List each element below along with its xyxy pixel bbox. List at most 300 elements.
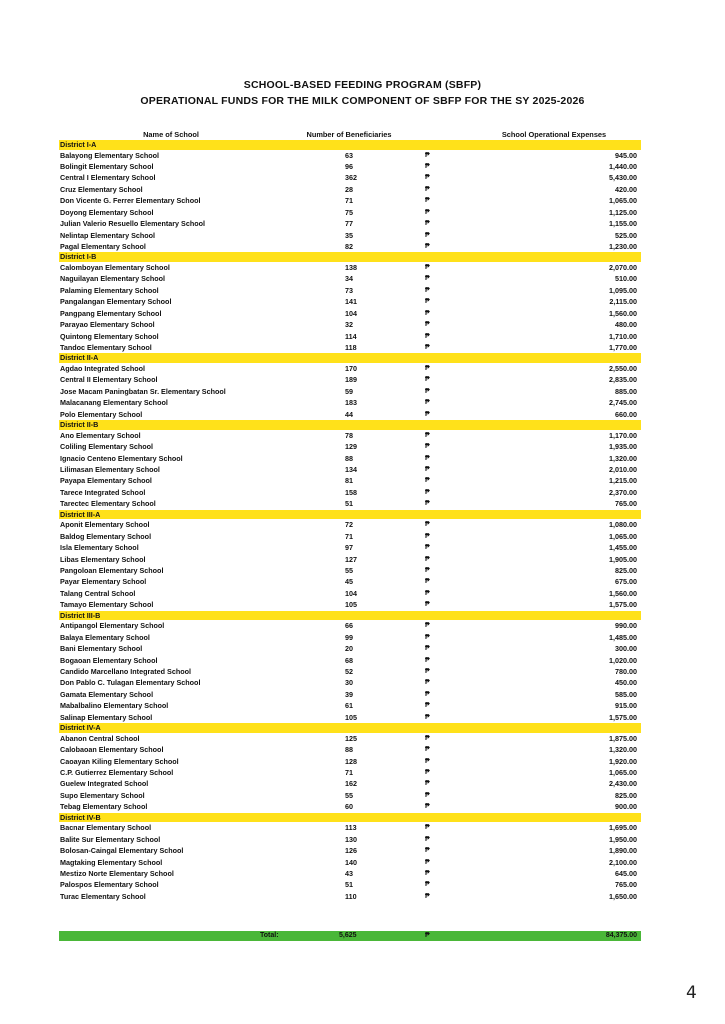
beneficiaries-count: 43 [345, 868, 353, 878]
operational-expense-amount: 1,920.00 [609, 756, 637, 766]
operational-expense-amount: 885.00 [615, 386, 637, 396]
school-name: Payar Elementary School [60, 577, 147, 587]
operational-expense-amount: 1,020.00 [609, 655, 637, 665]
table-row [59, 891, 641, 902]
beneficiaries-count: 105 [345, 600, 357, 610]
beneficiaries-count: 141 [345, 297, 357, 307]
school-name: Guelew Integrated School [60, 779, 149, 789]
currency-symbol: ₱ [425, 835, 430, 843]
beneficiaries-count: 75 [345, 207, 353, 217]
operational-expense-amount: 2,010.00 [609, 464, 637, 474]
beneficiaries-count: 162 [345, 779, 357, 789]
table-row [59, 374, 641, 385]
district-header: District II-B [59, 420, 641, 430]
table-row [59, 207, 641, 218]
table-row [59, 296, 641, 307]
table-row [59, 632, 641, 643]
operational-expense-amount: 900.00 [615, 802, 637, 812]
operational-expense-amount: 765.00 [615, 499, 637, 509]
school-name: Baldog Elementary School [60, 531, 152, 541]
school-name: Lilimasan Elementary School [60, 464, 160, 474]
beneficiaries-count: 73 [345, 285, 353, 295]
beneficiaries-count: 82 [345, 242, 353, 251]
funds-table [59, 129, 641, 902]
beneficiaries-count: 78 [345, 430, 353, 440]
school-name: Mabalbalino Elementary School [60, 701, 169, 711]
beneficiaries-count: 134 [345, 464, 357, 474]
currency-symbol: ₱ [425, 197, 430, 205]
operational-expense-amount: 1,065.00 [609, 531, 637, 541]
table-row [59, 643, 641, 654]
table-row [59, 262, 641, 273]
operational-expense-amount: 780.00 [615, 666, 637, 676]
operational-expense-amount: 990.00 [615, 621, 637, 631]
currency-symbol: ₱ [425, 298, 430, 306]
school-name: Don Vicente G. Ferrer Elementary School [60, 196, 201, 206]
currency-symbol: ₱ [425, 622, 430, 630]
currency-symbol: ₱ [425, 881, 430, 889]
currency-symbol: ₱ [425, 780, 430, 788]
currency-symbol: ₱ [425, 690, 430, 698]
school-name: Tamayo Elementary School [60, 600, 154, 610]
operational-expense-amount: 1,560.00 [609, 308, 637, 318]
table-row [59, 331, 641, 342]
operational-expense-amount: 525.00 [615, 230, 637, 240]
operational-expense-amount: 2,115.00 [609, 297, 637, 307]
table-body [59, 140, 641, 902]
operational-expense-amount: 450.00 [615, 678, 637, 688]
district-header: District IV-A [59, 723, 641, 733]
currency-symbol: ₱ [425, 768, 430, 776]
operational-expense-amount: 915.00 [615, 701, 637, 711]
table-row [59, 554, 641, 565]
total-label: Total: [260, 932, 279, 939]
beneficiaries-count: 44 [345, 409, 353, 419]
operational-expense-amount: 825.00 [615, 565, 637, 575]
table-row [59, 441, 641, 452]
school-name: Aponit Elementary School [60, 520, 150, 530]
currency-symbol: ₱ [425, 185, 430, 193]
school-name: Tandoc Elementary School [60, 343, 152, 352]
table-row [59, 744, 641, 755]
table-row [59, 453, 641, 464]
table-row [59, 822, 641, 833]
operational-expense-amount: 825.00 [615, 790, 637, 800]
beneficiaries-count: 118 [345, 343, 357, 352]
currency-symbol: ₱ [425, 454, 430, 462]
operational-expense-amount: 1,575.00 [609, 600, 637, 610]
beneficiaries-count: 71 [345, 767, 353, 777]
school-name: Balayong Elementary School [60, 150, 160, 160]
currency-symbol: ₱ [425, 309, 430, 317]
school-name: Central I Elementary School [60, 173, 156, 183]
table-row [59, 845, 641, 856]
beneficiaries-count: 158 [345, 487, 357, 497]
school-name: Don Pablo C. Tulagan Elementary School [60, 678, 201, 688]
currency-symbol: ₱ [425, 746, 430, 754]
table-row [59, 879, 641, 890]
beneficiaries-count: 30 [345, 678, 353, 688]
beneficiaries-count: 110 [345, 891, 357, 901]
table-row [59, 218, 641, 229]
table-row [59, 834, 641, 845]
school-name: Antipangol Elementary School [60, 621, 165, 631]
beneficiaries-count: 45 [345, 577, 353, 587]
beneficiaries-count: 32 [345, 320, 353, 330]
district-header: District II-A [59, 353, 641, 363]
table-row [59, 409, 641, 420]
table-row [59, 386, 641, 397]
operational-expense-amount: 1,875.00 [609, 733, 637, 743]
operational-expense-amount: 1,485.00 [609, 632, 637, 642]
currency-symbol: ₱ [425, 544, 430, 552]
school-name: Malacanang Elementary School [60, 398, 168, 408]
table-row [59, 778, 641, 789]
beneficiaries-count: 104 [345, 588, 357, 598]
beneficiaries-count: 130 [345, 834, 357, 844]
beneficiaries-count: 71 [345, 531, 353, 541]
district-header: District III-A [59, 510, 641, 520]
currency-symbol: ₱ [425, 645, 430, 653]
currency-symbol: ₱ [425, 231, 430, 239]
beneficiaries-count: 71 [345, 196, 353, 206]
school-name: Polo Elementary School [60, 409, 143, 419]
beneficiaries-count: 55 [345, 565, 353, 575]
beneficiaries-count: 113 [345, 823, 357, 833]
operational-expense-amount: 300.00 [615, 644, 637, 654]
beneficiaries-count: 61 [345, 701, 353, 711]
operational-expense-amount: 1,560.00 [609, 588, 637, 598]
table-row [59, 464, 641, 475]
beneficiaries-count: 81 [345, 476, 353, 486]
currency-symbol: ₱ [425, 321, 430, 329]
currency-symbol: ₱ [425, 702, 430, 710]
document-title: SCHOOL-BASED FEEDING PROGRAM (SBFP) [243, 79, 482, 91]
school-name: Pagal Elementary School [60, 242, 146, 251]
beneficiaries-count: 189 [345, 375, 357, 385]
header-number-of-beneficiaries: Number of Beneficiaries [306, 130, 392, 139]
table-row [59, 666, 641, 677]
school-name: Candido Marcellano Integrated School [60, 666, 191, 676]
school-name: Payapa Elementary School [60, 476, 152, 486]
currency-symbol: ₱ [425, 532, 430, 540]
operational-expense-amount: 5,430.00 [609, 173, 637, 183]
operational-expense-amount: 1,170.00 [609, 430, 637, 440]
school-name: Libas Elementary School [60, 554, 146, 564]
operational-expense-amount: 510.00 [615, 274, 637, 284]
total-amount: 84,375.00 [605, 932, 637, 939]
table-row [59, 363, 641, 374]
operational-expense-amount: 1,095.00 [609, 285, 637, 295]
school-name: Bolosan-Caingal Elementary School [60, 846, 184, 856]
currency-symbol: ₱ [425, 521, 430, 529]
beneficiaries-count: 63 [345, 150, 353, 160]
beneficiaries-count: 170 [345, 363, 357, 373]
operational-expense-amount: 645.00 [615, 868, 637, 878]
table-row [59, 319, 641, 330]
table-row [59, 285, 641, 296]
school-name: Pangalangan Elementary School [60, 297, 172, 307]
currency-symbol: ₱ [425, 263, 430, 271]
currency-symbol: ₱ [425, 578, 430, 586]
table-row [59, 230, 641, 241]
table-row [59, 599, 641, 610]
school-name: Gamata Elementary School [60, 689, 154, 699]
school-name: Parayao Elementary School [60, 320, 155, 330]
school-name: Nelintap Elementary School [60, 230, 156, 240]
beneficiaries-count: 51 [345, 499, 353, 509]
currency-symbol: ₱ [425, 824, 430, 832]
table-row [59, 767, 641, 778]
beneficiaries-count: 114 [345, 331, 357, 341]
currency-symbol: ₱ [425, 734, 430, 742]
currency-symbol: ₱ [425, 174, 430, 182]
currency-symbol: ₱ [425, 601, 430, 609]
table-row [59, 868, 641, 879]
currency-symbol: ₱ [425, 243, 430, 250]
table-row [59, 565, 641, 576]
table-row [59, 801, 641, 812]
table-row [59, 756, 641, 767]
operational-expense-amount: 2,070.00 [609, 262, 637, 272]
page-number: 4 [686, 983, 697, 1003]
beneficiaries-count: 88 [345, 453, 353, 463]
beneficiaries-count: 88 [345, 745, 353, 755]
table-header [59, 129, 641, 140]
operational-expense-amount: 1,575.00 [609, 712, 637, 722]
beneficiaries-count: 66 [345, 621, 353, 631]
currency-symbol: ₱ [425, 443, 430, 451]
school-name: Caoayan Kiling Elementary School [60, 756, 179, 766]
beneficiaries-count: 96 [345, 161, 353, 171]
district-header: District I-A [59, 140, 641, 150]
school-name: Magtaking Elementary School [60, 857, 163, 867]
operational-expense-amount: 1,695.00 [609, 823, 637, 833]
table-row [59, 531, 641, 542]
beneficiaries-count: 362 [345, 173, 357, 183]
school-name: Bani Elementary School [60, 644, 143, 654]
school-name: Calobaoan Elementary School [60, 745, 164, 755]
operational-expense-amount: 1,710.00 [609, 331, 637, 341]
beneficiaries-count: 55 [345, 790, 353, 800]
beneficiaries-count: 97 [345, 543, 353, 553]
operational-expense-amount: 1,890.00 [609, 846, 637, 856]
beneficiaries-count: 60 [345, 802, 353, 812]
school-name: Talang Central School [60, 588, 136, 598]
school-name: Palospos Elementary School [60, 880, 159, 890]
operational-expense-amount: 660.00 [615, 409, 637, 419]
district-header: District III-B [59, 611, 641, 621]
operational-expense-amount: 1,440.00 [609, 161, 637, 171]
table-row [59, 576, 641, 587]
operational-expense-amount: 1,215.00 [609, 476, 637, 486]
table-row [59, 430, 641, 441]
operational-expense-amount: 2,370.00 [609, 487, 637, 497]
currency-symbol: ₱ [425, 679, 430, 687]
beneficiaries-count: 28 [345, 184, 353, 194]
school-name: Bacnar Elementary School [60, 823, 152, 833]
beneficiaries-count: 128 [345, 756, 357, 766]
currency-symbol: ₱ [425, 376, 430, 384]
beneficiaries-count: 125 [345, 733, 357, 743]
table-row [59, 498, 641, 509]
beneficiaries-count: 105 [345, 712, 357, 722]
beneficiaries-count: 52 [345, 666, 353, 676]
school-name: Cruz Elementary School [60, 184, 143, 194]
header-name-of-school: Name of School [143, 130, 199, 139]
school-name: Salinap Elementary School [60, 712, 153, 722]
beneficiaries-count: 126 [345, 846, 357, 856]
operational-expense-amount: 2,430.00 [609, 779, 637, 789]
table-row [59, 689, 641, 700]
beneficiaries-count: 20 [345, 644, 353, 654]
table-row [59, 172, 641, 183]
currency-symbol: ₱ [425, 500, 430, 508]
operational-expense-amount: 1,950.00 [609, 834, 637, 844]
currency-symbol: ₱ [425, 555, 430, 563]
currency-symbol: ₱ [425, 847, 430, 855]
table-row [59, 519, 641, 530]
school-name: Tarectec Elementary School [60, 499, 156, 509]
operational-expense-amount: 1,065.00 [609, 196, 637, 206]
school-name: C.P. Gutierrez Elementary School [60, 767, 174, 777]
operational-expense-amount: 1,455.00 [609, 543, 637, 553]
currency-symbol: ₱ [425, 633, 430, 641]
beneficiaries-count: 138 [345, 262, 357, 272]
operational-expense-amount: 1,935.00 [609, 442, 637, 452]
beneficiaries-count: 127 [345, 554, 357, 564]
operational-expense-amount: 1,320.00 [609, 453, 637, 463]
table-row [59, 342, 641, 353]
table-row [59, 790, 641, 801]
currency-symbol: ₱ [425, 791, 430, 799]
table-row [59, 857, 641, 868]
school-name: Balaya Elementary School [60, 632, 150, 642]
currency-symbol: ₱ [425, 667, 430, 675]
operational-expense-amount: 2,745.00 [609, 398, 637, 408]
currency-symbol: ₱ [425, 656, 430, 664]
school-name: Julian Valerio Resuello Elementary School [60, 219, 205, 229]
currency-symbol: ₱ [425, 332, 430, 340]
school-name: Turac Elementary School [60, 891, 146, 901]
table-row [59, 195, 641, 206]
school-name: Bolingit Elementary School [60, 161, 154, 171]
currency-symbol: ₱ [425, 344, 430, 351]
currency-symbol: ₱ [425, 162, 430, 170]
currency-symbol: ₱ [425, 387, 430, 395]
beneficiaries-count: 35 [345, 230, 353, 240]
school-name: Ignacio Centeno Elementary School [60, 453, 183, 463]
header-school-operational-expenses: School Operational Expenses [501, 130, 607, 139]
currency-symbol: ₱ [425, 431, 430, 439]
beneficiaries-count: 34 [345, 274, 353, 284]
beneficiaries-count: 77 [345, 219, 353, 229]
table-row [59, 475, 641, 486]
currency-symbol: ₱ [425, 208, 430, 216]
total-currency-symbol: ₱ [425, 932, 430, 939]
document-subtitle: OPERATIONAL FUNDS FOR THE MILK COMPONENT OF SBFP FOR THE SY 2025-2026 [140, 95, 585, 107]
school-name: Isla Elementary School [60, 543, 139, 553]
school-name: Tebag Elementary School [60, 802, 148, 812]
operational-expense-amount: 1,650.00 [609, 891, 637, 901]
operational-expense-amount: 420.00 [615, 184, 637, 194]
table-row [59, 487, 641, 498]
currency-symbol: ₱ [425, 803, 430, 811]
currency-symbol: ₱ [425, 589, 430, 597]
table-row [59, 241, 641, 252]
school-name: Naguilayan Elementary School [60, 274, 166, 284]
table-row [59, 150, 641, 161]
table-row [59, 655, 641, 666]
school-name: Jose Macam Paningbatan Sr. Elementary School [60, 386, 226, 396]
operational-expense-amount: 675.00 [615, 577, 637, 587]
table-row [59, 308, 641, 319]
school-name: Calomboyan Elementary School [60, 262, 170, 272]
school-name: Pangoloan Elementary School [60, 565, 164, 575]
currency-symbol: ₱ [425, 869, 430, 877]
beneficiaries-count: 140 [345, 857, 357, 867]
operational-expense-amount: 1,905.00 [609, 554, 637, 564]
currency-symbol: ₱ [425, 566, 430, 574]
school-name: Mestizo Norte Elementary School [60, 868, 174, 878]
table-row [59, 733, 641, 744]
school-name: Coliling Elementary School [60, 442, 154, 452]
currency-symbol: ₱ [425, 151, 430, 159]
beneficiaries-count: 99 [345, 632, 353, 642]
table-row [59, 161, 641, 172]
school-name: Doyong Elementary School [60, 207, 154, 217]
district-header: District I-B [59, 252, 641, 262]
table-row [59, 712, 641, 723]
operational-expense-amount: 1,125.00 [609, 207, 637, 217]
operational-expense-amount: 2,100.00 [609, 857, 637, 867]
operational-expense-amount: 480.00 [615, 320, 637, 330]
currency-symbol: ₱ [425, 713, 430, 721]
table-row [59, 588, 641, 599]
table-row [59, 677, 641, 688]
total-row [59, 931, 641, 941]
total-beneficiaries: 5,625 [339, 932, 357, 939]
table-row [59, 273, 641, 284]
currency-symbol: ₱ [425, 488, 430, 496]
beneficiaries-count: 129 [345, 442, 357, 452]
currency-symbol: ₱ [425, 275, 430, 283]
operational-expense-amount: 1,065.00 [609, 767, 637, 777]
operational-expense-amount: 1,080.00 [609, 520, 637, 530]
operational-expense-amount: 1,320.00 [609, 745, 637, 755]
table-row [59, 184, 641, 195]
operational-expense-amount: 1,230.00 [609, 242, 637, 251]
table-row [59, 700, 641, 711]
school-name: Quintong Elementary School [60, 331, 159, 341]
currency-symbol: ₱ [425, 858, 430, 866]
beneficiaries-count: 39 [345, 689, 353, 699]
operational-expense-amount: 2,835.00 [609, 375, 637, 385]
school-name: Pangpang Elementary School [60, 308, 162, 318]
table-row [59, 620, 641, 631]
school-name: Balite Sur Elementary School [60, 834, 161, 844]
beneficiaries-count: 72 [345, 520, 353, 530]
currency-symbol: ₱ [425, 757, 430, 765]
currency-symbol: ₱ [425, 410, 430, 418]
currency-symbol: ₱ [425, 399, 430, 407]
beneficiaries-count: 59 [345, 386, 353, 396]
currency-symbol: ₱ [425, 364, 430, 372]
operational-expense-amount: 585.00 [615, 689, 637, 699]
school-name: Ano Elementary School [60, 430, 141, 440]
table-row [59, 397, 641, 408]
currency-symbol: ₱ [425, 892, 430, 900]
